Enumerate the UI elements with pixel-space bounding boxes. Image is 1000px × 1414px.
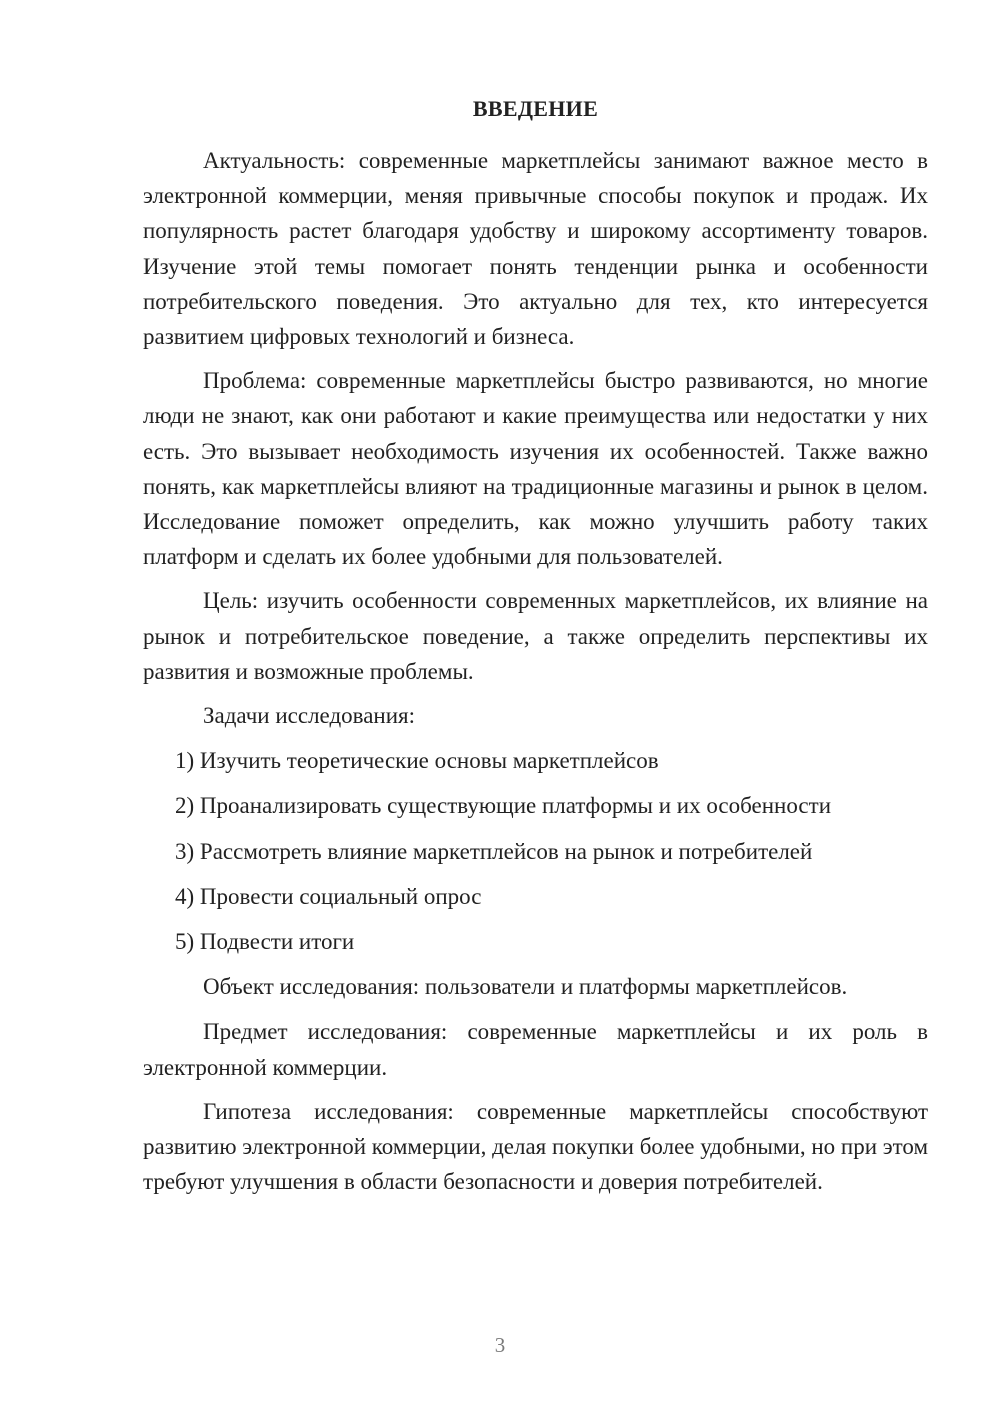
section-title: ВВЕДЕНИЕ (472, 96, 599, 121)
task-item: 4) Провести социальный опрос (175, 883, 482, 909)
task-item: 1) Изучить теоретические основы маркетплейсов (175, 748, 659, 774)
paragraph-problem: Проблема: современные маркетплейсы быстро развиваются, но многие люди не знают, как они работают и какие преимущества или недостатки у них есть. Это вызывает необходимость изучения их особенностей. Также важно понять, как маркетплейсы влияют на традиционные магазины и рынок в целом. Исследование поможет определить, как можно улучшить работу таких платформ и сделать их более удобными для пользователей. (143, 368, 928, 570)
tasks-heading: Задачи исследования: (203, 703, 416, 729)
task-item: 3) Рассмотреть влияние маркетплейсов на рынок и потребителей (175, 838, 813, 864)
paragraph-goal: Цель: изучить особенности современных маркетплейсов, их влияние на рынок и потребительское поведение, а также определить перспективы их развития и возможные проблемы. (143, 588, 928, 684)
paragraph-object: Объект исследования: пользователи и платформы маркетплейсов. (203, 974, 848, 1000)
tasks-list (143, 743, 928, 959)
paragraph-hypothesis: Гипотеза исследования: современные маркетплейсы способствуют развитию электронной коммерции, делая покупки более удобными, но при этом требуют улучшения в области безопасности и доверия потребителей. (143, 1098, 928, 1195)
paragraph-subject: Предмет исследования: современные маркетплейсы и их роль в электронной коммерции. (143, 1019, 928, 1080)
task-item: 5) Подвести итоги (175, 929, 355, 955)
paragraph-relevance: Актуальность: современные маркетплейсы занимают важное место в электронной коммерции, меняя привычные способы покупок и продаж. Их популярность растет благодаря удобству и широкому ассортименту товаров. Изучение этой темы помогает понять тенденции рынка и особенности потребительского поведения. Это актуально для тех, кто интересуется развитием цифровых технологий и бизнеса. (143, 148, 928, 350)
page-content (143, 94, 928, 1208)
task-item: 2) Проанализировать существующие платформы и их особенности (175, 793, 832, 819)
page-number: 3 (494, 1333, 506, 1357)
